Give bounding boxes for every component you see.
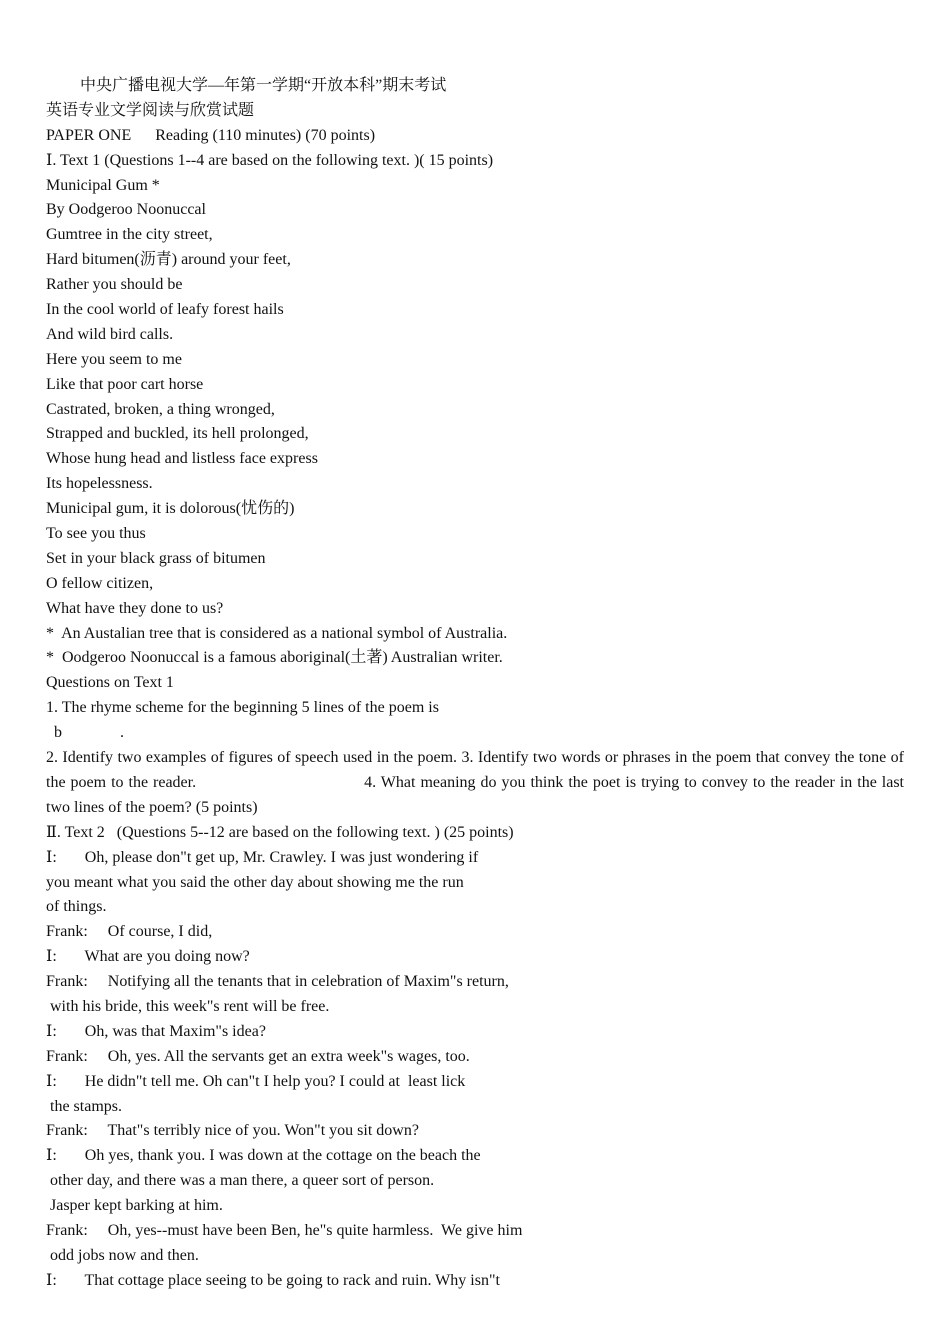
question-1-answer xyxy=(46,721,904,746)
question-1: 1. The rhyme scheme for the beginning 5 lines of the poem is xyxy=(46,699,439,717)
dialogue-line: Jasper kept barking at him. xyxy=(46,1197,223,1215)
answer-end: . xyxy=(120,724,124,742)
question-4: 4. What meaning do you think the poet is trying to convey to the reader in the last two lines of the poem? (5 points) xyxy=(46,773,904,816)
poem-line: O fellow citizen, xyxy=(46,574,154,592)
dialogue-line: Ⅰ: Oh, please don"t get up, Mr. Crawley. I was just wondering if xyxy=(46,848,479,866)
poem-line: Castrated, broken, a thing wronged, xyxy=(46,400,275,418)
dialogue-line: Frank: Of course, I did, xyxy=(46,923,213,941)
exam-subtitle: 英语专业文学阅读与欣赏试题 xyxy=(46,101,255,119)
footnote: * An Austalian tree that is considered as a national symbol of Australia. xyxy=(46,624,508,642)
poem-line: Strapped and buckled, its hell prolonged, xyxy=(46,425,309,443)
exam-title: 中央广播电视大学—年第一学期“开放本科”期末考试 xyxy=(80,77,447,94)
poem-line: Hard bitumen(沥青) around your feet, xyxy=(46,251,291,269)
poem-line: Gumtree in the city street, xyxy=(46,226,213,244)
dialogue-line: Ⅰ: That cottage place seeing to be going to rack and ruin. Why isn"t xyxy=(46,1271,500,1289)
poem-title: Municipal Gum * xyxy=(46,176,160,194)
questions-2-3: 2. Identify two examples of figures of speech used in the poem. 3. Identify two words or phrases in the poem that convey the tone of the poem to the reader. xyxy=(46,749,904,791)
poem-line: Its hopelessness. xyxy=(46,475,153,493)
poem-line: Here you seem to me xyxy=(46,350,182,368)
dialogue-line: other day, and there was a man there, a queer sort of person. xyxy=(46,1172,435,1190)
poem-line: Like that poor cart horse xyxy=(46,375,204,393)
answer-b: b xyxy=(54,724,62,742)
paper-heading: PAPER ONE Reading (110 minutes) (70 points) xyxy=(46,126,376,144)
dialogue-line: odd jobs now and then. xyxy=(46,1246,199,1264)
text1-heading: Ⅰ. Text 1 (Questions 1--4 are based on the following text. )( 15 points) xyxy=(46,151,494,169)
poem-body xyxy=(46,223,904,621)
dialogue-line: Frank: Oh, yes--must have been Ben, he"s quite harmless. We give him xyxy=(46,1222,523,1240)
dialogue-line: with his bride, this week"s rent will be free. xyxy=(46,998,330,1015)
exam-page xyxy=(46,74,904,1294)
dialogue-line: you meant what you said the other day about showing me the run xyxy=(46,873,464,891)
dialogue xyxy=(46,846,904,1294)
poem-line: Municipal gum, it is dolorous(忧伤的) xyxy=(46,500,295,518)
poem-line: What have they done to us? xyxy=(46,599,224,617)
text2-heading: Ⅱ. Text 2 (Questions 5--12 are based on the following text. ) (25 points) xyxy=(46,823,514,841)
dialogue-line: Frank: Oh, yes. All the servants get an extra week"s wages, too. xyxy=(46,1047,470,1065)
dialogue-line: Frank: That"s terribly nice of you. Won"t you sit down? xyxy=(46,1122,419,1140)
dialogue-line: Ⅰ: Oh yes, thank you. I was down at the cottage on the beach the xyxy=(46,1147,481,1165)
poem-line: Set in your black grass of bitumen xyxy=(46,549,266,567)
poem-line: In the cool world of leafy forest hails xyxy=(46,301,284,319)
questions-heading: Questions on Text 1 xyxy=(46,674,174,692)
dialogue-line: of things. xyxy=(46,898,107,916)
poem-line: Rather you should be xyxy=(46,276,183,294)
poem-author: By Oodgeroo Noonuccal xyxy=(46,201,206,219)
dialogue-line: Ⅰ: He didn"t tell me. Oh can"t I help you? I could at least lick xyxy=(46,1072,466,1090)
dialogue-line: the stamps. xyxy=(46,1097,122,1115)
dialogue-line: Ⅰ: Oh, was that Maxim"s idea? xyxy=(46,1022,266,1040)
poem-line: To see you thus xyxy=(46,525,146,543)
poem-line: Whose hung head and listless face express xyxy=(46,450,318,468)
dialogue-line: Ⅰ: What are you doing now? xyxy=(46,948,250,966)
dialogue-line: Frank: Notifying all the tenants that in celebration of Maxim"s return, xyxy=(46,973,509,991)
questions-2-4 xyxy=(46,746,904,821)
poem-line: And wild bird calls. xyxy=(46,325,174,343)
footnote: * Oodgeroo Noonuccal is a famous aboriginal(土著) Australian writer. xyxy=(46,649,503,667)
